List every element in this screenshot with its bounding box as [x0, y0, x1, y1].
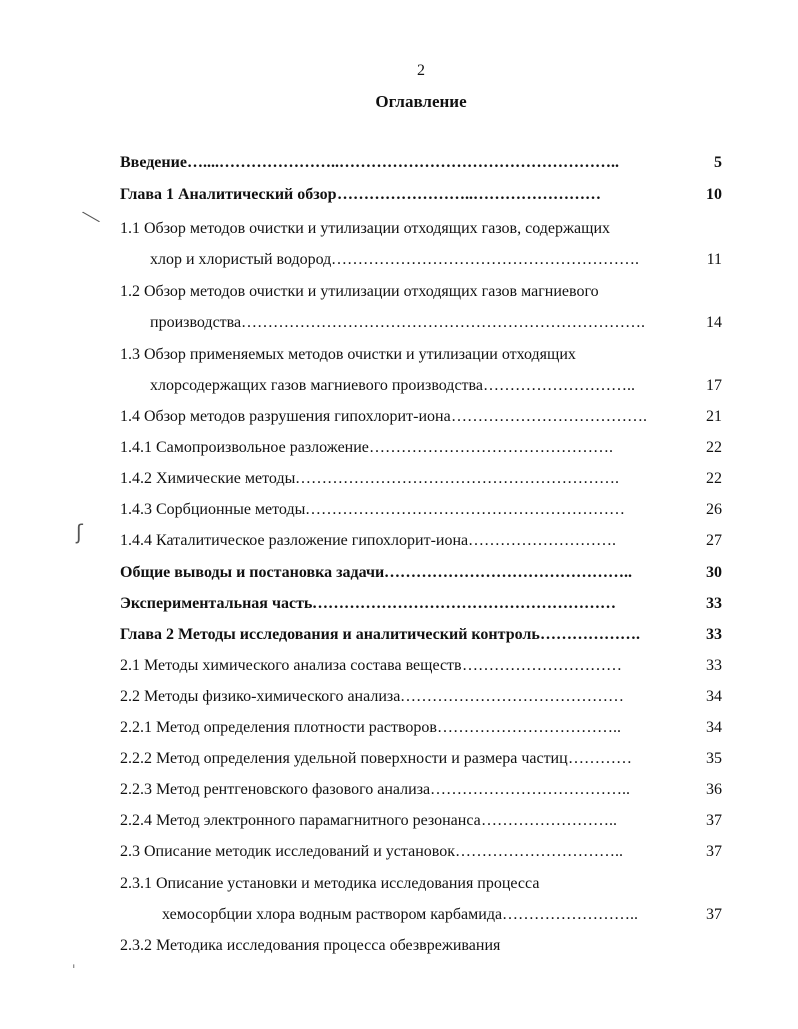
toc-entry-page: 34	[706, 717, 722, 739]
toc-entry	[120, 593, 722, 615]
toc-entry-title: 2.2 Методы физико-химического анализа	[120, 688, 401, 705]
toc-entry-title: 2.2.3 Метод рентгеновского фазового анализа	[120, 781, 431, 798]
toc-entry-page: 30	[706, 562, 722, 584]
toc-entry	[120, 406, 722, 428]
toc-entry-page: 21	[706, 406, 722, 428]
page-number: 2	[417, 62, 425, 79]
toc-entry	[120, 717, 722, 739]
toc-entry	[120, 562, 722, 584]
toc-entry-leader: ……………………..	[481, 812, 617, 829]
margin-mark-icon: ʃ	[76, 520, 83, 544]
toc-entry-leader: ……………………..……………………	[337, 186, 601, 203]
toc-entry-leader: ………………………..	[483, 377, 635, 394]
toc-entry	[120, 468, 722, 490]
toc-entry-leader: …....…………………..……………………………………………..	[187, 154, 619, 171]
toc-entry	[120, 935, 722, 957]
toc-entry	[120, 686, 722, 708]
toc-entry-title: 2.3 Описание методик исследований и установок	[120, 843, 455, 860]
toc-entry-leader: ……………………………….	[451, 408, 647, 425]
toc-entry-page: 26	[706, 499, 722, 521]
toc-entry	[120, 344, 722, 366]
toc-entry-page: 17	[706, 375, 722, 397]
toc-entry-page: 35	[706, 748, 722, 770]
toc-entry-page: 27	[706, 530, 722, 552]
toc-entry	[120, 841, 722, 863]
toc-entry-leader: ………………………………………………………………….	[241, 314, 645, 331]
toc-entry-leader: ……………………….	[468, 532, 616, 549]
toc-title: Оглавление	[375, 92, 467, 111]
toc-entry-page: 34	[706, 686, 722, 708]
toc-entry-title: 1.4.3 Сорбционные методы	[120, 501, 306, 518]
toc-entry-title: хлорсодержащих газов магниевого производства	[150, 377, 483, 394]
toc-entry-title: Глава 2 Методы исследования и аналитический контроль	[120, 626, 540, 643]
toc-entry-leader: …………………………………………………	[312, 595, 616, 612]
toc-entry	[120, 624, 722, 646]
toc-entry	[150, 249, 722, 271]
toc-entry	[120, 873, 722, 895]
toc-entry-leader: ……………….	[540, 626, 640, 643]
toc-entry	[150, 375, 722, 397]
toc-entry	[120, 499, 722, 521]
toc-entry-title: 2.2.1 Метод определения плотности растворов	[120, 719, 437, 736]
toc-entry-title: 1.4.2 Химические методы	[120, 470, 296, 487]
toc-entry-leader: ……………………………………….	[369, 439, 613, 456]
toc-entry-title: 2.1 Методы химического анализа состава веществ	[120, 657, 462, 674]
toc-entry-leader: …………………………………………………….	[295, 470, 619, 487]
toc-entry-title: Общие выводы и постановка задачи	[120, 564, 385, 581]
toc-entry-leader: ………………………………………..	[384, 564, 632, 581]
toc-entry-title: 2.3.1 Описание установки и методика исследования процесса	[120, 875, 540, 892]
toc-entry-title: хемосорбции хлора водным раствором карбамида	[162, 906, 503, 923]
toc-entry-page: 5	[714, 152, 722, 174]
toc-entry-page: 22	[706, 437, 722, 459]
margin-mark-icon: ˌ	[72, 955, 76, 970]
toc-entry-leader: ……………………………..	[437, 719, 621, 736]
toc-entry-page: 37	[706, 841, 722, 863]
toc-entry-title: 1.4 Обзор методов разрушения гипохлорит-иона	[120, 408, 451, 425]
toc-entry-leader: ………………………………..	[430, 781, 630, 798]
toc-entry	[120, 184, 722, 206]
toc-entry-title: Экспериментальная часть	[120, 595, 313, 612]
toc-entry-page: 33	[706, 624, 722, 646]
toc-entry-title: 2.3.2 Методика исследования процесса обезвреживания	[120, 937, 501, 954]
toc-entry	[120, 779, 722, 801]
toc-entry	[120, 218, 722, 240]
toc-entry-title: 1.1 Обзор методов очистки и утилизации отходящих газов, содержащих	[120, 220, 611, 237]
toc-entry-page: 14	[706, 312, 722, 334]
toc-entry-leader: …………	[568, 750, 632, 767]
toc-entry-title: Введение	[120, 154, 187, 171]
margin-mark-icon: ⟍	[80, 203, 102, 231]
toc-entry-leader: ……………………………………………………	[305, 501, 625, 518]
toc-entry-page: 33	[706, 655, 722, 677]
toc-entry	[120, 152, 722, 174]
toc-entry-page: 37	[706, 810, 722, 832]
toc-entry-title: производства	[150, 314, 242, 331]
toc-entry-page: 37	[706, 904, 722, 926]
toc-entry-title: 2.2.2 Метод определения удельной поверхности и размера частиц	[120, 750, 568, 767]
toc-entry-page: 36	[706, 779, 722, 801]
toc-entry-title: хлор и хлористый водород	[150, 251, 332, 268]
toc-entry-page: 22	[706, 468, 722, 490]
toc-entry	[120, 437, 722, 459]
toc-entry-leader: ……………………………………	[400, 688, 624, 705]
toc-entry	[162, 904, 722, 926]
toc-entry	[120, 810, 722, 832]
toc-entry-title: 1.3 Обзор применяемых методов очистки и утилизации отходящих	[120, 346, 576, 363]
toc-entry-leader: …………………………..	[455, 843, 623, 860]
toc-entry-page: 11	[707, 249, 722, 271]
toc-entry-leader: ……………………..	[502, 906, 638, 923]
toc-entry-leader: ………………………………………………….	[331, 251, 639, 268]
toc-entry-title: 1.4.4 Каталитическое разложение гипохлорит-иона	[120, 532, 469, 549]
toc-entry-title: 1.4.1 Самопроизвольное разложение	[120, 439, 369, 456]
toc-entry	[150, 312, 722, 334]
toc-entry-title: 2.2.4 Метод электронного парамагнитного резонанса	[120, 812, 481, 829]
toc-entry	[120, 748, 722, 770]
toc-entry-page: 10	[706, 184, 722, 206]
toc-entry	[120, 655, 722, 677]
toc-entry	[120, 281, 722, 303]
toc-entry-title: Глава 1 Аналитический обзор	[120, 186, 337, 203]
toc-entry-page: 33	[706, 593, 722, 615]
toc-entry	[120, 530, 722, 552]
toc-entry-leader: …………………………	[462, 657, 622, 674]
toc-entry-title: 1.2 Обзор методов очистки и утилизации отходящих газов магниевого	[120, 283, 599, 300]
